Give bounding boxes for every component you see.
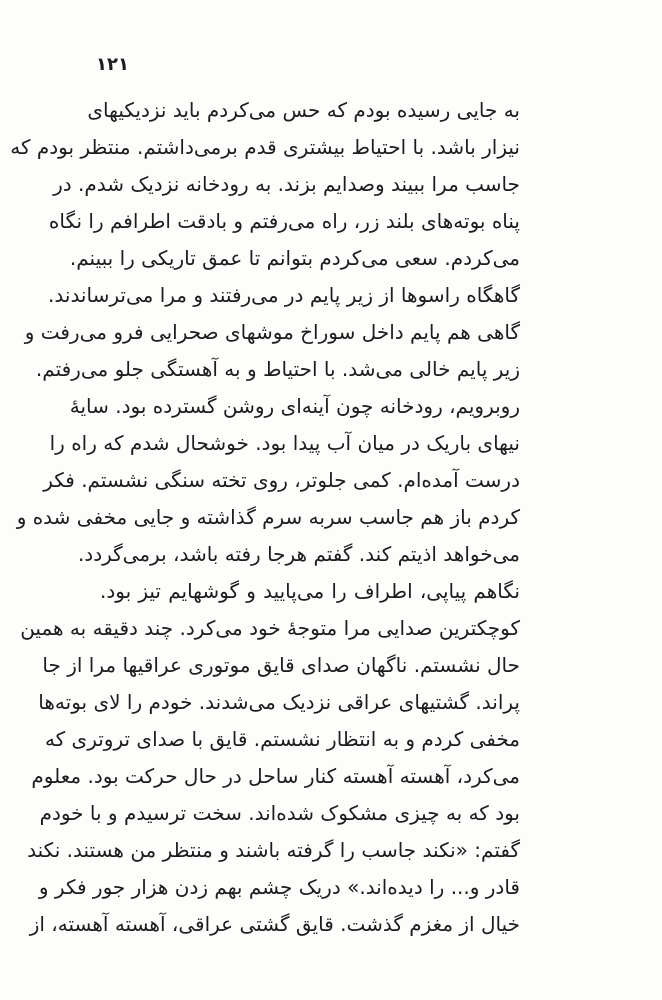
text-line: روبرویم، رودخانه چون آینه‌ای روشن گسترده بود. سایهٔ: [69, 394, 520, 418]
text-line: جاسب مرا ببیند وصدایم بزند. به رودخانه نزدیک شدم. در: [53, 172, 520, 196]
text-line: پناه بوته‌های بلند زر، راه می‌رفتم و بادقت اطرافم را نگاه: [48, 209, 520, 233]
text-line: گاهگاه راسوها از زیر پایم در می‌رفتند و مرا می‌ترساندند.: [48, 283, 520, 307]
text-line: درست آمده‌ام. کمی جلوتر، روی تخته سنگی نشستم. فکر: [43, 468, 520, 492]
text-line: قادر و... را دیده‌اند.» دریک چشم بهم زدن هزار جور فکر و: [38, 875, 520, 899]
text-line: کوچکترین صدایی مرا متوجهٔ خود می‌کرد. چند دقیقه به همین: [20, 616, 520, 640]
text-line: پراند. گشتیهای عراقی نزدیک می‌شدند. خودم را لای بوته‌ها: [38, 690, 520, 714]
text-line: نگاهم پیاپی، اطراف را می‌پایید و گوشهایم تیز بود.: [100, 579, 520, 603]
page-number: ۱۲۱: [96, 54, 129, 75]
text-line: گفتم: «نکند جاسب را گرفته باشند و منتظر من هستند. نکند: [27, 838, 520, 862]
text-line: بود که به چیزی مشکوک شده‌اند. سخت ترسیدم و با خودم: [39, 801, 520, 825]
text-line: زیر پایم خالی می‌شد. با احتیاط و به آهستگی جلو می‌رفتم.: [35, 357, 520, 381]
text-line: حال نشستم. ناگهان صدای قایق موتوری عراقیها مرا از جا: [42, 653, 520, 677]
text-line: خیال از مغزم گذشت. قایق گشتی عراقی، آهسته آهسته، از: [29, 912, 520, 936]
body-text: [10, 92, 520, 943]
text-line: می‌کردم. سعی می‌کردم بتوانم تا عمق تاریکی را ببینم.: [69, 246, 520, 270]
text-line: نیهای باریک در میان آب پیدا بود. خوشحال شدم که راه را: [49, 431, 520, 455]
text-line: کردم باز هم جاسب سربه سرم گذاشته و جایی مخفی شده و: [16, 505, 520, 529]
text-line: نیزار باشد. با احتیاط بیشتری قدم برمی‌داشتم. منتظر بودم که: [10, 135, 520, 159]
text-line: می‌کرد، آهسته آهسته کنار ساحل در حال حرکت بود. معلوم: [31, 764, 520, 788]
text-line: می‌خواهد اذیتم کند. گفتم هرجا رفته باشد، برمی‌گردد.: [77, 542, 520, 566]
text-line: به جایی رسیده بودم که حس می‌کردم باید نزدیکیهای: [87, 98, 520, 122]
text-line: مخفی کردم و به انتظار نشستم. قایق با صدای تروتری که: [44, 727, 520, 751]
text-line: گاهی هم پایم داخل سوراخ موشهای صحرایی فرو می‌رفت و: [24, 320, 520, 344]
